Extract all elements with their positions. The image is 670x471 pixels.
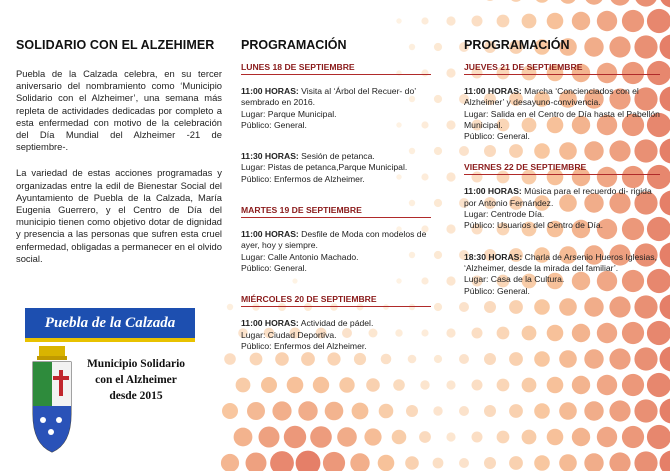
- background-dot: [634, 399, 657, 422]
- background-dot: [446, 172, 455, 181]
- background-dot: [284, 426, 306, 448]
- background-dot: [660, 347, 670, 372]
- background-dot: [597, 375, 617, 395]
- event-time: 18:30 HORAS:: [464, 251, 523, 262]
- background-dot: [660, 139, 670, 164]
- event-audience: Público: General.: [464, 131, 530, 142]
- background-dot: [472, 328, 483, 339]
- background-dot: [534, 0, 550, 3]
- background-dot: [434, 303, 442, 311]
- background-dot: [434, 147, 442, 155]
- programacion-title: PROGRAMACIÓN: [464, 38, 570, 52]
- background-dot: [647, 373, 670, 397]
- event-description: Sesión de petanca.: [298, 151, 375, 162]
- background-dot: [572, 12, 590, 30]
- background-dot: [272, 401, 291, 420]
- background-dot: [609, 400, 630, 421]
- logo-line-1: Municipio Solidario: [86, 358, 186, 370]
- background-dot: [509, 456, 523, 470]
- background-dot: [609, 452, 630, 471]
- programacion-column-1: [241, 38, 431, 372]
- background-dot: [434, 95, 442, 103]
- background-dot: [547, 13, 564, 30]
- background-dot: [547, 377, 564, 394]
- background-dot: [622, 426, 644, 448]
- background-dot: [660, 451, 670, 471]
- event-place: Lugar: Casa de la Cultura.: [464, 274, 565, 285]
- background-dot: [597, 427, 617, 447]
- event-description: Marcha ‘Concienciados con el Alzheimer’ y desayuno-convivencia.: [464, 86, 639, 108]
- event-audience: Público: Enfermos del Alzheimer.: [241, 340, 367, 351]
- background-dot: [234, 428, 253, 447]
- event-place: Lugar: Centrode Día.: [464, 209, 545, 220]
- background-dot: [534, 351, 550, 367]
- day-header: MIÉRCOLES 20 DE SEPTIEMBRE: [241, 294, 431, 307]
- background-dot: [246, 453, 267, 471]
- background-dot: [647, 321, 670, 345]
- event-time: 11:30 HORAS:: [241, 151, 299, 162]
- event-item: [464, 186, 660, 231]
- background-dot: [446, 16, 455, 25]
- background-dot: [572, 428, 590, 446]
- logo-banner: Puebla de la Calzada: [25, 308, 195, 338]
- event-item: [241, 229, 431, 274]
- event-item: [464, 252, 660, 297]
- event-place: Lugar: Ciudad Deportiva.: [241, 329, 337, 340]
- event-audience: Público: General.: [241, 262, 307, 273]
- day-header: JUEVES 21 DE SEPTIEMBRE: [464, 62, 660, 75]
- background-dot: [350, 453, 369, 471]
- background-dot: [434, 199, 442, 207]
- day-header: VIERNES 22 DE SEPTIEMBRE: [464, 162, 660, 175]
- event-time: 11:00 HORAS:: [241, 229, 299, 240]
- event-audience: Público: General.: [464, 285, 530, 296]
- event-description: Visita al ‘Árbol del Recuer- do’ sembrado en 2016.: [241, 86, 416, 108]
- background-dot: [325, 402, 344, 421]
- background-dot: [509, 0, 523, 2]
- municipio-solidario-logo: [25, 308, 195, 457]
- background-dot: [634, 0, 657, 7]
- background-dot: [622, 322, 644, 344]
- background-dot: [421, 17, 428, 24]
- intro-column: [16, 38, 222, 279]
- programacion-column-2: [464, 38, 660, 317]
- background-dot: [634, 451, 657, 471]
- event-audience: Público: General.: [241, 119, 307, 130]
- background-dot: [339, 377, 354, 392]
- background-dot: [584, 401, 603, 420]
- background-dot: [221, 454, 239, 471]
- background-dot: [597, 11, 617, 31]
- background-dot: [364, 428, 381, 445]
- event-place: Lugar: Parque Municipal.: [241, 108, 337, 119]
- background-dot: [584, 0, 603, 5]
- background-dot: [296, 451, 321, 471]
- background-dot: [222, 403, 238, 419]
- event-time: 11:00 HORAS:: [241, 318, 299, 329]
- background-dot: [509, 352, 523, 366]
- background-dot: [547, 429, 564, 446]
- background-dot: [434, 251, 442, 259]
- background-dot: [660, 243, 670, 268]
- background-dot: [622, 10, 644, 32]
- event-place: Lugar: Pistas de petanca,Parque Municipal.: [241, 162, 408, 173]
- event-time: 11:00 HORAS:: [241, 86, 299, 96]
- background-dot: [379, 404, 394, 419]
- background-dot: [497, 379, 510, 392]
- event-place: Lugar: Calle Antonio Machado.: [241, 251, 359, 262]
- background-dot: [472, 380, 483, 391]
- background-dot: [509, 404, 523, 418]
- background-dot: [446, 380, 455, 389]
- background-dot: [622, 374, 644, 396]
- background-dot: [224, 353, 236, 365]
- event-description: Música para el recuerdo di- rigida por Antonio Fernández.: [464, 186, 652, 208]
- background-dot: [497, 431, 510, 444]
- background-dot: [352, 403, 369, 420]
- event-item: [241, 86, 431, 131]
- background-dot: [406, 405, 418, 417]
- background-dot: [660, 0, 670, 8]
- background-dot: [534, 403, 550, 419]
- background-dot: [534, 455, 550, 471]
- background-dot: [472, 432, 483, 443]
- background-dot: [310, 426, 332, 448]
- background-dot: [559, 454, 577, 471]
- background-dot: [298, 401, 317, 420]
- background-dot: [446, 328, 455, 337]
- background-dot: [609, 348, 630, 369]
- background-dot: [559, 0, 577, 4]
- programacion-title: PROGRAMACIÓN: [241, 38, 347, 52]
- event-time: 11:00 HORAS:: [464, 186, 522, 197]
- logo-line-3: desde 2015: [109, 390, 163, 402]
- background-dot: [420, 380, 429, 389]
- background-dot: [323, 452, 345, 471]
- event-time: 11:00 HORAS:: [464, 86, 522, 96]
- background-dot: [497, 327, 510, 340]
- background-dot: [572, 376, 590, 394]
- background-dot: [597, 323, 617, 343]
- logo-band: [25, 338, 195, 342]
- background-dot: [522, 378, 537, 393]
- background-dot: [660, 399, 670, 424]
- background-dot: [584, 453, 603, 471]
- background-dot: [522, 430, 537, 445]
- background-dot: [660, 191, 670, 216]
- background-dot: [261, 377, 277, 393]
- background-dot: [484, 353, 496, 365]
- event-description: Desfile de Moda con modelos de ayer, hoy y siempre.: [241, 229, 427, 251]
- background-dot: [433, 458, 444, 469]
- background-dot: [393, 379, 405, 391]
- event-description: Charla de Arsenio Hueros Iglesias, ‘Alzheimer, desde la mirada del familiar’.: [464, 251, 657, 273]
- logo-line-2: con el Alzheimer: [95, 374, 177, 386]
- background-dot: [392, 430, 407, 445]
- background-dot: [559, 350, 577, 368]
- background-dot: [484, 0, 496, 1]
- background-dot: [227, 304, 233, 310]
- background-dot: [522, 14, 537, 29]
- background-dot: [446, 68, 455, 77]
- background-dot: [522, 326, 537, 341]
- background-dot: [270, 451, 294, 471]
- background-dot: [484, 405, 496, 417]
- event-item: [241, 151, 431, 185]
- background-dot: [366, 378, 380, 392]
- background-dot: [337, 427, 357, 447]
- background-dot: [446, 120, 455, 129]
- background-dot: [396, 18, 401, 23]
- intro-paragraph-2: La variedad de estas acciones programadas y organizadas entre la edil de Bienestar Social del Ayuntamiento de Puebla de la Calzada, María Eugenia Guerrero, y el Centro de Día del municipio tienen como objetivo dotar de dignidad y presencia a las personas que sufren esta cruel enfermedad, obligadas a permanecer en el olvido social.: [16, 167, 222, 264]
- background-dot: [419, 431, 431, 443]
- event-place: Lugar: Salida en el Centro de Día hasta el Pabellón Municipal.: [464, 108, 660, 130]
- background-dot: [572, 324, 590, 342]
- background-dot: [660, 35, 670, 60]
- background-dot: [433, 406, 442, 415]
- background-dot: [236, 378, 251, 393]
- background-dot: [446, 224, 455, 233]
- background-dot: [660, 295, 670, 320]
- background-dot: [609, 0, 630, 6]
- background-dot: [405, 456, 419, 470]
- background-dot: [459, 354, 469, 364]
- coat-of-arms-icon: [29, 344, 75, 454]
- event-item: [241, 318, 431, 352]
- background-dot: [459, 458, 469, 468]
- background-dot: [484, 457, 496, 469]
- background-dot: [459, 406, 469, 416]
- intro-title: SOLIDARIO CON EL ALZEHIMER: [16, 38, 215, 52]
- background-dot: [497, 15, 510, 28]
- background-dot: [584, 349, 603, 368]
- intro-paragraph-1: Puebla de la Calzada celebra, en su tercer aniversario del nombramiento como ‘Municipio Solidario con el Alzheimer’, una semana más repleta de actividades dedicadas por completo a esta enfermedad con motivo de la celebración del Día Mundial del Alzheimer -21 de septiembre-.: [16, 68, 222, 153]
- background-dot: [434, 355, 442, 363]
- background-dot: [647, 425, 670, 449]
- day-header: MARTES 19 DE SEPTIEMBRE: [241, 205, 431, 218]
- background-dot: [247, 402, 265, 420]
- background-dot: [259, 427, 280, 448]
- background-dot: [634, 347, 657, 370]
- background-dot: [446, 276, 455, 285]
- background-dot: [378, 455, 395, 471]
- background-dot: [547, 325, 564, 342]
- background-dot: [446, 432, 455, 441]
- background-dot: [472, 16, 483, 27]
- background-dot: [434, 43, 442, 51]
- day-header: LUNES 18 DE SEPTIEMBRE: [241, 62, 431, 75]
- background-dot: [660, 87, 670, 112]
- event-description: Actividad de pádel.: [298, 318, 374, 329]
- background-dot: [287, 377, 304, 394]
- background-dot: [647, 9, 670, 33]
- event-audience: Público: Usuarios del Centro de Día.: [464, 220, 604, 231]
- event-audience: Público: Enfermos de Alzheimer.: [241, 173, 365, 184]
- background-dot: [313, 377, 329, 393]
- background-dot: [559, 402, 577, 420]
- event-item: [464, 86, 660, 142]
